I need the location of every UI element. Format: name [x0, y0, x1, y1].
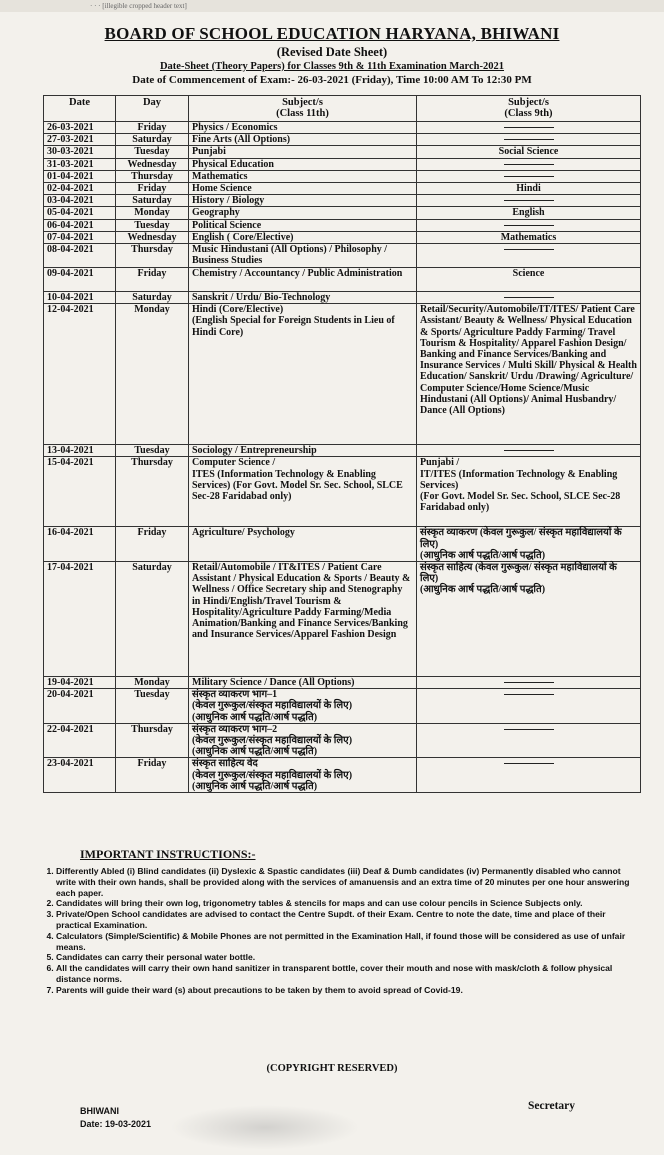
cell-date: 08-04-2021 [44, 244, 116, 268]
table-row [44, 304, 641, 445]
cell-date: 10-04-2021 [44, 292, 116, 304]
cell-class11-subject: Computer Science / ITES (Information Technology & Enabling Services) (For Govt. Model Sr. Sec. School, SLCE Sec-28 Faridabad only) [189, 457, 417, 527]
cell-day: Monday [116, 207, 189, 219]
table-row [44, 231, 641, 243]
cell-class9-subject [417, 134, 641, 146]
cell-date: 02-04-2021 [44, 183, 116, 195]
table-row [44, 219, 641, 231]
cell-day: Wednesday [116, 158, 189, 170]
table-row [44, 170, 641, 182]
issue-place: BHIWANI [80, 1106, 119, 1116]
cell-day: Friday [116, 527, 189, 562]
cell-class9-subject: Retail/Security/Automobile/IT/ITES/ Patient Care Assistant/ Beauty & Wellness/ Physical Education & Sports/ Agriculture Paddy Farming/ Travel Tourism & Hospitality/ Apparel Fashion Design/ Banking and Finance Services/Banking and Insurance Services / Multi Skill/ Physical & Health Education/ Sanskrit/ Urdu /Drawing/ Agriculture/ Computer Science/Home Science/Music Hindustani (All Options)/ Animal Husbandry/ Dance (All Options) [417, 304, 641, 445]
cell-day: Thursday [116, 723, 189, 758]
instructions-heading: IMPORTANT INSTRUCTIONS:- [80, 847, 256, 861]
cell-day: Tuesday [116, 689, 189, 724]
no-paper-dash [504, 297, 554, 298]
cell-date: 17-04-2021 [44, 562, 116, 677]
table-row [44, 183, 641, 195]
table-row [44, 689, 641, 724]
cell-class11-subject: Home Science [189, 183, 417, 195]
cell-date: 09-04-2021 [44, 268, 116, 292]
cell-date: 07-04-2021 [44, 231, 116, 243]
table-row [44, 723, 641, 758]
table-header-row [44, 96, 641, 122]
cell-date: 26-03-2021 [44, 122, 116, 134]
cell-date: 23-04-2021 [44, 758, 116, 793]
cell-class11-subject: Physical Education [189, 158, 417, 170]
cell-class9-subject [417, 122, 641, 134]
cell-date: 31-03-2021 [44, 158, 116, 170]
col-header-day: Day [116, 96, 189, 122]
cell-date: 22-04-2021 [44, 723, 116, 758]
table-row [44, 677, 641, 689]
cell-class9-subject [417, 244, 641, 268]
cell-class11-subject: Agriculture/ Psychology [189, 527, 417, 562]
cell-class11-subject: Sanskrit / Urdu/ Bio-Technology [189, 292, 417, 304]
cell-date: 16-04-2021 [44, 527, 116, 562]
table-row [44, 758, 641, 793]
cell-class9-subject [417, 219, 641, 231]
cell-day: Friday [116, 758, 189, 793]
cell-class11-subject: संस्कृत व्याकरण भाग–1 (केवल गुरूकुल/संस्कृत महाविद्यालयों के लिए) (आधुनिक आर्ष पद्धति/आर्ष पद्धति) [189, 689, 417, 724]
cell-day: Tuesday [116, 219, 189, 231]
col-header-class11: Subject/s (Class 11th) [189, 96, 417, 122]
cell-class11-subject: History / Biology [189, 195, 417, 207]
cell-class9-subject: संस्कृत व्याकरण (केवल गुरूकुल/ संस्कृत महाविद्यालयों के लिए) (आधुनिक आर्ष पद्धति/आर्ष पद्धति) [417, 527, 641, 562]
instruction-item: 6. All the candidates will carry their own hand sanitizer in transparent bottle, cover their mouth and nose with mask/cloth & follow physical distance norms. [56, 963, 631, 985]
top-cropped-strip: · · · [illegible cropped header text] [0, 0, 664, 12]
no-paper-dash [504, 225, 554, 226]
cell-date: 01-04-2021 [44, 170, 116, 182]
cell-class11-subject: संस्कृत व्याकरण भाग–2 (केवल गुरूकुल/संस्कृत महाविद्यालयों के लिए) (आधुनिक आर्ष पद्धति/आर्ष पद्धति) [189, 723, 417, 758]
cell-day: Monday [116, 677, 189, 689]
cell-date: 13-04-2021 [44, 445, 116, 457]
cell-class11-subject: Chemistry / Accountancy / Public Administration [189, 268, 417, 292]
cell-day: Tuesday [116, 445, 189, 457]
cell-date: 06-04-2021 [44, 219, 116, 231]
cell-class9-subject [417, 689, 641, 724]
table-row [44, 527, 641, 562]
cell-class11-subject: Physics / Economics [189, 122, 417, 134]
paper-smudge [170, 1105, 360, 1150]
cell-date: 12-04-2021 [44, 304, 116, 445]
table-row [44, 457, 641, 527]
signatory: Secretary [528, 1100, 576, 1112]
commencement-line: Date of Commencement of Exam:- 26-03-2021 (Friday), Time 10:00 AM To 12:30 PM [132, 74, 532, 86]
cell-class11-subject: Hindi (Core/Elective) (English Special for Foreign Students in Lieu of Hindi Core) [189, 304, 417, 445]
cell-class11-subject: Sociology / Entrepreneurship [189, 445, 417, 457]
cell-day: Tuesday [116, 146, 189, 158]
cell-class11-subject: Music Hindustani (All Options) / Philosophy / Business Studies [189, 244, 417, 268]
cell-class11-subject: English ( Core/Elective) [189, 231, 417, 243]
table-row [44, 158, 641, 170]
cell-class9-subject: संस्कृत साहित्य (केवल गुरूकुल/ संस्कृत महाविद्यालयों के लिए) (आधुनिक आर्ष पद्धति/आर्ष पद्धति) [417, 562, 641, 677]
cell-day: Saturday [116, 195, 189, 207]
no-paper-dash [504, 164, 554, 165]
cell-class9-subject [417, 195, 641, 207]
no-paper-dash [504, 729, 554, 730]
datesheet-table [43, 95, 641, 793]
cell-day: Friday [116, 183, 189, 195]
instruction-item: 3. Private/Open School candidates are advised to contact the Centre Supdt. of their Exam. Centre to note the date, time and place of their practical Examination. [56, 909, 631, 931]
cell-class11-subject: Political Science [189, 219, 417, 231]
no-paper-dash [504, 127, 554, 128]
cell-day: Thursday [116, 457, 189, 527]
cell-date: 05-04-2021 [44, 207, 116, 219]
cell-date: 19-04-2021 [44, 677, 116, 689]
no-paper-dash [504, 682, 554, 683]
instructions-section [0, 847, 664, 996]
cell-class11-subject: Geography [189, 207, 417, 219]
cell-class9-subject: Punjabi / IT/ITES (Information Technology & Enabling Services) (For Govt. Model Sr. Sec. School, SLCE Sec-28 Faridabad only) [417, 457, 641, 527]
table-row [44, 268, 641, 292]
col-header-date: Date [44, 96, 116, 122]
table-row [44, 445, 641, 457]
cell-class11-subject: संस्कृत साहित्य वेद (केवल गुरूकुल/संस्कृत महाविद्यालयों के लिए) (आधुनिक आर्ष पद्धति/आर्ष पद्धति) [189, 758, 417, 793]
cell-class11-subject: Mathematics [189, 170, 417, 182]
table-row [44, 146, 641, 158]
cell-date: 15-04-2021 [44, 457, 116, 527]
cell-day: Wednesday [116, 231, 189, 243]
cell-date: 20-04-2021 [44, 689, 116, 724]
datesheet-subtitle: Date-Sheet (Theory Papers) for Classes 9th & 11th Examination March-2021 [159, 61, 505, 72]
cell-class9-subject [417, 723, 641, 758]
instruction-item: 4. Calculators (Simple/Scientific) & Mobile Phones are not permitted in the Examination Hall, if found those will be considered as use of unfair means. [56, 931, 631, 953]
no-paper-dash [504, 249, 554, 250]
cell-day: Thursday [116, 170, 189, 182]
cell-day: Friday [116, 122, 189, 134]
cell-day: Saturday [116, 134, 189, 146]
cell-date: 27-03-2021 [44, 134, 116, 146]
cell-class9-subject [417, 445, 641, 457]
cell-class9-subject: Hindi [417, 183, 641, 195]
issue-date: Date: 19-03-2021 [80, 1119, 152, 1129]
cell-class11-subject: Retail/Automobile / IT&ITES / Patient Care Assistant / Physical Education & Sports / Beauty & Wellness / Office Secretary ship and Stenography in Hindi/English/Travel Tourism & Hospitality/Agriculture Paddy Farming/Media Animation/Banking and Finance Services/Banking and Insurance Services/Apparel Fashion Design [189, 562, 417, 677]
instruction-item: 1. Differently Abled (i) Blind candidates (ii) Dyslexic & Spastic candidates (iii) Deaf & Dumb candidates (iv) Permanently disabled who cannot write with their own hands, shall be provided along with the services of amanuensis and an extra time of 20 minutes per one hour answering each paper. [56, 866, 631, 898]
no-paper-dash [504, 763, 554, 764]
cell-day: Saturday [116, 292, 189, 304]
cell-class9-subject [417, 758, 641, 793]
instruction-item: 5. Candidates can carry their personal water bottle. [56, 952, 631, 963]
cell-class9-subject: English [417, 207, 641, 219]
cell-date: 30-03-2021 [44, 146, 116, 158]
no-paper-dash [504, 694, 554, 695]
cell-date: 03-04-2021 [44, 195, 116, 207]
cell-day: Thursday [116, 244, 189, 268]
cell-day: Friday [116, 268, 189, 292]
cell-class9-subject: Mathematics [417, 231, 641, 243]
copyright-notice: (COPYRIGHT RESERVED) [266, 1063, 398, 1074]
table-row [44, 562, 641, 677]
cell-class11-subject: Military Science / Dance (All Options) [189, 677, 417, 689]
col-header-class9: Subject/s (Class 9th) [417, 96, 641, 122]
table-row [44, 122, 641, 134]
cell-class9-subject [417, 170, 641, 182]
cell-day: Monday [116, 304, 189, 445]
table-row [44, 207, 641, 219]
cell-class11-subject: Fine Arts (All Options) [189, 134, 417, 146]
cell-class11-subject: Punjabi [189, 146, 417, 158]
table-row [44, 292, 641, 304]
no-paper-dash [504, 139, 554, 140]
table-row [44, 244, 641, 268]
cell-class9-subject: Science [417, 268, 641, 292]
cell-class9-subject [417, 292, 641, 304]
cell-class9-subject: Social Science [417, 146, 641, 158]
cell-class9-subject [417, 158, 641, 170]
no-paper-dash [504, 176, 554, 177]
instruction-item: 7. Parents will guide their ward (s) about precautions to be taken by them to avoid spread of Covid-19. [56, 985, 631, 996]
table-row [44, 195, 641, 207]
board-title: BOARD OF SCHOOL EDUCATION HARYANA, BHIWANI [104, 24, 560, 43]
table-row [44, 134, 641, 146]
cell-day: Saturday [116, 562, 189, 677]
no-paper-dash [504, 450, 554, 451]
revised-label: (Revised Date Sheet) [276, 45, 388, 59]
cell-class9-subject [417, 677, 641, 689]
instruction-item: 2. Candidates will bring their own log, trigonometry tables & stencils for maps and can use colour pencils in Science Subjects only. [56, 898, 631, 909]
no-paper-dash [504, 200, 554, 201]
instructions-list [0, 866, 631, 996]
